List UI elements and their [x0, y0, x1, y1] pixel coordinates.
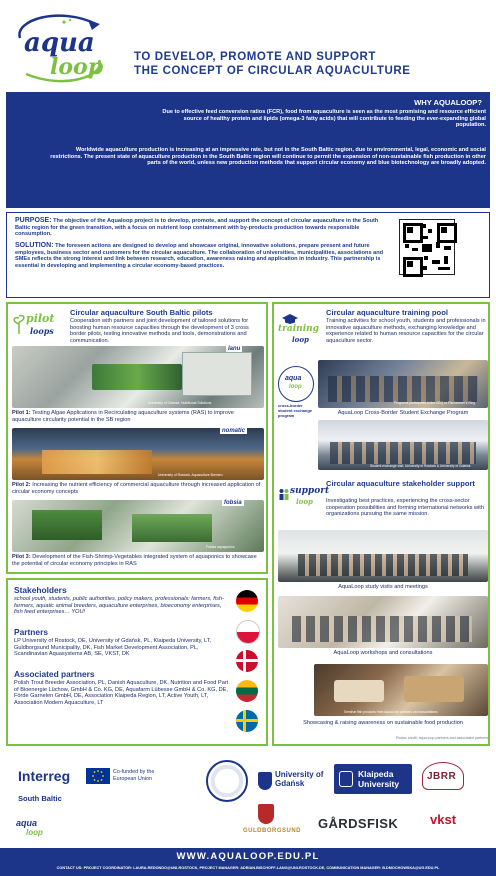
training-logo-bottom: loop — [292, 335, 309, 344]
training-logo-top: training — [278, 324, 319, 334]
support-photo-2 — [278, 596, 488, 648]
why-heading: WHY AQUALOOP? — [414, 98, 482, 107]
footer — [0, 848, 496, 876]
associated-heading: Associated partners — [14, 669, 95, 679]
graduation-cap-icon — [282, 314, 298, 324]
pilot1-caption — [12, 410, 264, 423]
guldborgsund-label: GULDBORGSUND — [243, 828, 301, 834]
logo-loop: loop — [50, 54, 104, 80]
pilot-logo-bottom: loops — [30, 326, 54, 336]
pilot3-caption — [12, 554, 264, 567]
sweden-flag-icon — [236, 710, 258, 732]
exchange-program-badge — [278, 366, 314, 402]
university-of-rostock-seal-icon — [206, 760, 248, 802]
small-logo-loop: loop — [26, 828, 43, 837]
aqualoop-small-logo — [14, 818, 54, 842]
purpose-panel — [6, 212, 490, 298]
why-aqualoop-panel — [6, 92, 490, 208]
klaipeda-logo — [334, 764, 412, 794]
eu-flag-icon — [86, 768, 110, 784]
support-loop-logo — [278, 484, 330, 514]
pilots-panel — [6, 302, 268, 574]
pilots-title: Circular aquaculture South Baltic pilots — [70, 308, 213, 317]
pilot1-label: Pilot 1: — [12, 410, 31, 416]
support-text: Investigating best practices, experiencing the cross-sector cooperation possibilities and forming international networks with organizations pursuing the same mission. — [326, 498, 484, 518]
pilot2-tag: nomatic — [222, 428, 246, 434]
purpose-label: PURPOSE: — [15, 217, 52, 224]
pilot-logo-top: pilot — [26, 312, 55, 325]
partners-panel — [6, 578, 268, 746]
page-title-line1: TO DEVELOP, PROMOTE AND SUPPORT — [134, 51, 377, 63]
stakeholders-heading: Stakeholders — [14, 585, 67, 595]
small-logo-aqua: aqua — [16, 818, 38, 828]
training-photo-2 — [318, 420, 488, 470]
solution-label: SOLUTION: — [15, 242, 54, 249]
klaipeda-line1: Klaipeda — [358, 769, 394, 779]
sponsors-area — [0, 750, 496, 850]
south-baltic-label: South Baltic — [18, 794, 62, 803]
jbrr-logo — [422, 762, 464, 790]
support-caption-2: AquaLoop workshops and consultations — [333, 650, 433, 656]
plant-icon — [12, 314, 26, 334]
pilot2-caption — [12, 482, 264, 495]
support-caption-1: AquaLoop study visits and meetings — [338, 584, 428, 590]
stakeholders-text: school youth, students, public authorities, policy makers, professionals: farmers, fish-farmers, aquatic animal breeders, aquaculture enterprises, bioeconomy enterprises, fish feed enterprises… YOU! — [14, 596, 224, 616]
poland-flag-icon — [236, 620, 260, 644]
eu-cofunded-label: Co-funded by the European Union — [113, 769, 155, 782]
badge-loop: loop — [289, 384, 302, 390]
pilot2-credit: University of Rostock, Aquaculture Bremen — [158, 473, 223, 477]
gdansk-shield-icon — [258, 772, 272, 790]
partners-heading: Partners — [14, 627, 48, 637]
support-title: Circular aquaculture stakeholder support — [326, 479, 475, 488]
support-photo-3-credit: Seminar fish products from AquaLoop partners and associations — [344, 710, 438, 714]
pilot3-credit: Fobsia aquaponics — [206, 545, 235, 549]
germany-flag-icon — [236, 590, 258, 612]
solution-text — [15, 243, 385, 270]
pilot2-text: Increasing the nutrient efficiency of commercial aquaculture through increased application of circular economy concepts — [12, 482, 261, 495]
training-photo-2-credit: Student exchange visit, University of Rostock & University of Gdańsk — [370, 464, 471, 468]
support-logo-top: support — [290, 486, 330, 496]
gardsfisk-logo: GÅRDSFISK — [318, 816, 399, 831]
purpose-text — [15, 218, 385, 238]
klaipeda-line2: University — [358, 779, 400, 789]
photo-footnote: Photos credit: aqua loop partners and associated partners — [395, 736, 488, 740]
aqualoop-logo — [4, 10, 118, 88]
why-paragraph-2: Worldwide aquaculture production is increasing at an impressive rate, but not in the South Baltic region, due to environmental, legal, economic and social restrictions. The present state of aquaculture production in the South Baltic region will continue to permit the expansion of non-sustainable fish production in other parts of the world, unless new production methods that support circular economy and blue biotechnology are broadly adopted. — [50, 147, 486, 167]
header — [0, 0, 496, 90]
website-link[interactable]: WWW.AQUALOOP.EDU.PL — [176, 851, 320, 862]
pilot2-label: Pilot 2: — [12, 482, 31, 488]
support-photo-1 — [278, 530, 488, 582]
badge-aqua: aqua — [285, 375, 302, 382]
support-logo-bottom: loop — [296, 497, 313, 506]
page-title-line2: THE CONCEPT OF CIRCULAR AQUACULTURE — [134, 65, 411, 77]
training-text: Training activities for school youth, students and professionals in innovative aquaculture methods, exchanging knowledge and experience related to human resource capacities for the circular aquaculture sector. — [326, 318, 486, 345]
pilots-text: Cooperation with partners and joint development of tailored solutions for boosting human resource capacities through the development of 3 cross border pilots, testing innovative methods and tools, demonstrations and communication. — [70, 318, 249, 345]
gdansk-label: University of Gdańsk — [275, 770, 324, 788]
pilot1-text: Testing Algae Applications in Recirculating aquaculture systems (RAS) to improve aquaculture circularity potential in the SB region — [12, 410, 234, 423]
badge-caption: cross-border student exchange program — [278, 403, 313, 418]
pilot3-text: Development of the Fish-Shrimp-Vegetables integrated system of aquaponics to showcase the potential of circular economy principles in RAS — [12, 554, 257, 567]
guldborgsund-crest-icon — [258, 804, 274, 824]
pilot3-tag: fobsia — [224, 500, 242, 506]
solution-body: The foreseen actions are designed to develop and showcase original, innovative solutions, prepare present and future employees, business sector and customers for the circular aquaculture. The collaboration of universities, municipalities, associations and SMEs reflects the strong interest and link between research, education, awareness raising and application in industry. This partnership is essential in developing and implementing a circular economy-based practices. — [15, 243, 384, 270]
training-photo-1-credit: Programs participants in the CEQ or Fischermen's Ring — [394, 401, 476, 405]
denmark-flag-icon — [236, 650, 258, 672]
qr-code-icon[interactable] — [399, 219, 455, 275]
people-icon — [278, 488, 290, 500]
pilot-loops-logo — [12, 310, 62, 342]
associated-text: Polish Trout Breeder Association, PL, Danish Aquaculture, DK, Nutrition and Food Part of Bioenergie Lüchow, GmbH & Co. KG, DE, Aquafarm Lübesse GmbH & Co. KG, DE, Förde Garnelen GmbH, DE, Association Klaipeda Region, LT, Active Youth, LT, Association Modern Aquaculture, LT — [14, 680, 229, 707]
pilot1-photo — [12, 346, 264, 408]
why-paragraph-1: Due to effective feed conversion ratios (FCR), food from aquaculture is seen as the most promising and resource efficient source of healthy protein and lipids (omega-3 fatty acids) that will contribute to feeding the ever-expanding global population. — [162, 109, 486, 129]
right-column-panel — [272, 302, 490, 746]
pilot2-photo — [12, 428, 264, 480]
logo-aqua: aqua — [24, 28, 95, 58]
vkst-logo — [428, 806, 464, 836]
partners-text: LP University of Rostock, DE, University of Gdańsk, PL, Klaipeda University, LT, Guldborgsund Municipality, DK, Fish Market Development Association, PL, Scandinavian Aquasystems AB, SE, VKST, DK — [14, 638, 212, 658]
pilot1-credit: University of Gdańsk, Nutritional Solutions — [148, 401, 212, 405]
training-loop-logo — [278, 314, 322, 344]
training-title: Circular aquaculture training pool — [326, 308, 448, 317]
jbrr-label: JBRR — [427, 771, 457, 782]
lithuania-flag-icon — [236, 680, 258, 702]
pilot3-label: Pilot 3: — [12, 554, 31, 560]
interreg-logo: Interreg — [18, 768, 71, 784]
pilot1-tag: lanu — [228, 346, 241, 352]
support-caption-3: Showcasing & raising awareness on sustainable food production — [303, 720, 463, 726]
support-photo-3 — [314, 664, 488, 716]
contact-line: CONTACT US: PROJECT COORDINATOR: LAURA.REDONDO@UNI-ROSTOCK, PROJECT MANAGER: ADRIAN.BISCHOFF-LANG@UNI-ROSTOCK.DE, COMMUNICATION MANAGER: B.DMOCHOWSKA@UG.EDU.PL — [56, 866, 440, 870]
vkst-label: vkst — [430, 812, 457, 827]
training-caption: AquaLoop Cross-Border Student Exchange Program — [337, 410, 469, 416]
purpose-body: The objective of the Aqualoop project is to develop, promote, and support the concept of circular aquaculture in the South Baltic region for the green transition, with a focus on nutrient loop containment with by-products production towards responsible consumption. — [15, 218, 379, 238]
